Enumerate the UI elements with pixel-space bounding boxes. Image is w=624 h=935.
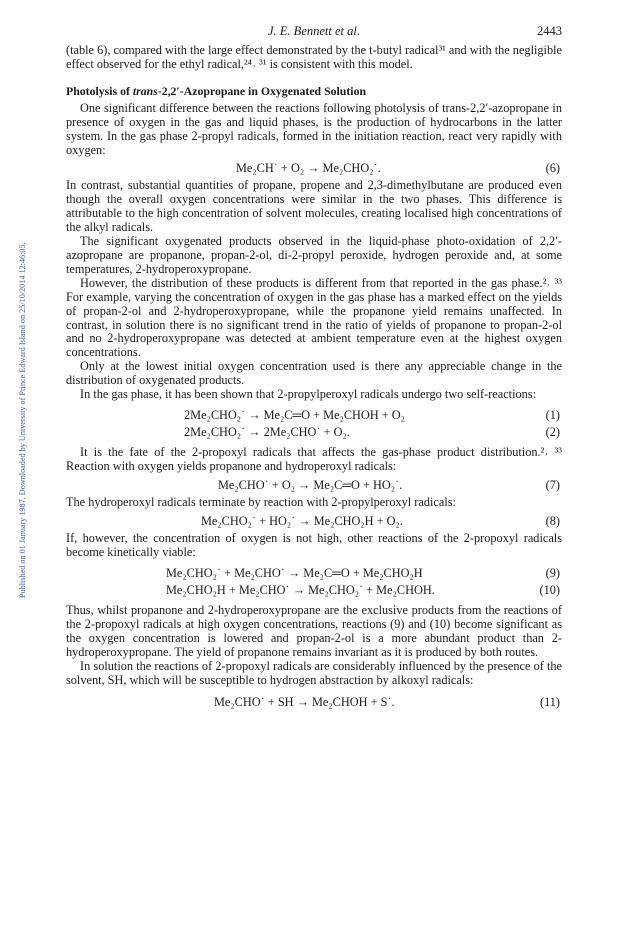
equation-number: (6) bbox=[545, 161, 560, 176]
paragraph: If, however, the concentration of oxygen is not high, other reactions of the 2-propoxyl radicals become kinetically viable: bbox=[66, 530, 562, 559]
section-heading: Photolysis of trans-2,2′-Azopropane in Oxygenated Solution bbox=[66, 83, 367, 98]
equation-6 bbox=[66, 160, 562, 176]
paragraph: However, the distribution of these products is different from that reported in the gas phase.²˒ ³³ For example, varying the concentration of oxygen in the gas phase has a marked effect on the yields of propan-2-ol and 2-hydroperoxypropane, while the propanone yield remains unaffected. In contrast, in solution there is no significant trend in the ratio of yields of propanone to propan-2-ol and no 2-hydroperoxypropane was detected at ambient temperature even at the highest oxygen concentrations. bbox=[66, 275, 562, 360]
equation-number: (1) bbox=[545, 407, 560, 422]
equation-9 bbox=[66, 565, 562, 581]
equation-expression: Me₂CHO˙ + SH → Me₂CHOH + S˙. bbox=[214, 694, 395, 709]
page-number: 2443 bbox=[537, 24, 562, 38]
equation-expression: Me₂CHO₂H + Me₂CHO˙ → Me₂CHO₂˙ + Me₂CHOH. bbox=[166, 583, 435, 598]
paragraph: The significant oxygenated products observed in the liquid-phase photo-oxidation of 2,2′-azopropane are propanone, propan-2-ol, di-2-propyl peroxide, hydrogen peroxide and, at some temperatures, 2-hydroperoxypropane. bbox=[66, 234, 562, 276]
paragraph: It is the fate of the 2-propoxyl radicals that affects the gas-phase product distribution.²˒ ³³ Reaction with oxygen yields propanone and hydroperoxyl radicals: bbox=[66, 444, 562, 473]
equation-number: (2) bbox=[545, 424, 560, 439]
equation-expression: Me₂CHO˙ + O₂ → Me₂C═O + HO₂˙. bbox=[218, 477, 403, 492]
equation-number: (8) bbox=[545, 513, 560, 528]
equation-expression: Me₂CHO₂˙ + Me₂CHO˙ → Me₂C═O + Me₂CHO₂H bbox=[166, 566, 423, 581]
equation-number: (10) bbox=[539, 583, 560, 598]
equation-7 bbox=[66, 477, 562, 493]
download-watermark-text: Published on 01 January 1987. Downloaded by University of Prince Edward Island on 25/10/2014 12:46:05. bbox=[18, 242, 27, 598]
download-watermark bbox=[6, 120, 27, 640]
page-header bbox=[66, 24, 562, 44]
paragraph: In solution the reactions of 2-propoxyl radicals are considerably influenced by the presence of the solvent, SH, which will be susceptible to hydrogen abstraction by alkoxyl radicals: bbox=[66, 659, 562, 687]
paragraph: Only at the lowest initial oxygen concentration used is there any appreciable change in the distribution of oxygenated products. bbox=[66, 359, 562, 388]
equation-1 bbox=[66, 407, 562, 423]
paragraph: One significant difference between the reactions following photolysis of trans-2,2′-azopropane in presence of oxygen in the gas and liquid phases, is the production of hydrocarbons in the latter system. In the gas phase 2-propyl radicals, formed in the initiation reaction, react very rapidly with oxygen: bbox=[66, 100, 562, 157]
equation-number: (9) bbox=[545, 566, 560, 581]
equation-10 bbox=[66, 582, 562, 598]
equation-11 bbox=[66, 694, 562, 710]
equation-expression: 2Me₂CHO₂˙ → 2Me₂CHO˙ + O₂. bbox=[184, 424, 350, 439]
equation-8 bbox=[66, 513, 562, 529]
equation-2 bbox=[66, 424, 562, 440]
equation-number: (11) bbox=[539, 694, 560, 709]
running-title: J. E. Bennett et al. bbox=[268, 24, 360, 38]
paragraph: The hydroperoxyl radicals terminate by reaction with 2-propylperoxyl radicals: bbox=[66, 494, 456, 509]
paragraph: In contrast, substantial quantities of propane, propene and 2,3-dimethylbutane are produced even though the overall oxygen concentrations were similar in the two phases. This difference is attributable to the high concentration of solvent molecules, creating localised high concentrations of the alkyl radicals. bbox=[66, 178, 562, 235]
equation-number: (7) bbox=[545, 477, 560, 492]
equation-expression: Me₂CHO₂˙ + HO₂˙ → Me₂CHO₂H + O₂. bbox=[201, 513, 403, 528]
equation-expression: Me₂CH˙ + O₂ → Me₂CHO₂˙. bbox=[236, 161, 381, 176]
intro-paragraph: (table 6), compared with the large effect demonstrated by the t-butyl radical³¹ and with the negligible effect observed for the ethyl radical,²⁴˒ ³¹ is consistent with this model. bbox=[66, 43, 562, 71]
paragraph: In the gas phase, it has been shown that 2-propylperoxyl radicals undergo two self-reactions: bbox=[80, 387, 536, 402]
journal-page bbox=[66, 24, 562, 713]
paragraph: Thus, whilst propanone and 2-hydroperoxypropane are the exclusive products from the reactions of the 2-propoxyl radicals at high oxygen concentrations, reactions (9) and (10) become significant as the oxygen concentration is lowered and propan-2-ol is a more abundant product than 2-hydroperoxypropane. The yield of propanone remains invariant as it is produced by both routes. bbox=[66, 603, 562, 660]
equation-expression: 2Me₂CHO₂˙ → Me₂C═O + Me₂CHOH + O₂ bbox=[184, 407, 405, 422]
